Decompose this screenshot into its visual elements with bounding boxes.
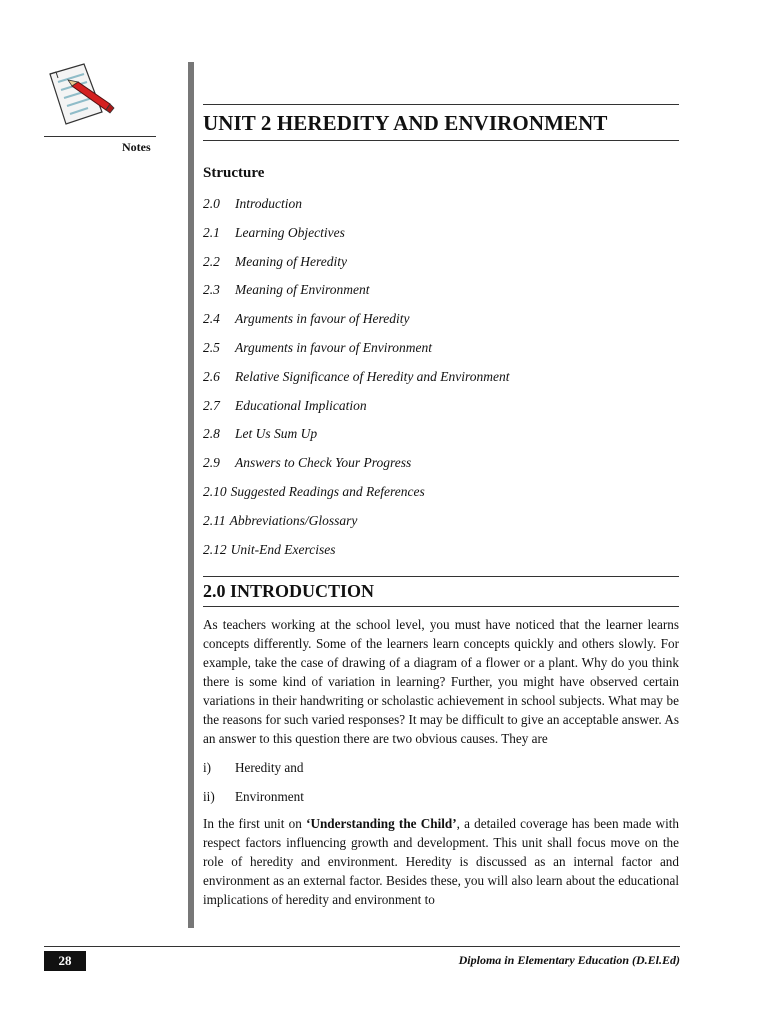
structure-item-label: Educational Implication xyxy=(235,397,367,413)
notes-label: Notes xyxy=(122,140,151,154)
list-item-number: i) xyxy=(203,760,212,776)
structure-item xyxy=(203,536,679,565)
structure-item-label: Relative Significance of Heredity and Environment xyxy=(235,368,510,384)
section-title: 2.0 INTRODUCTION xyxy=(203,581,375,602)
cause-list-item xyxy=(203,787,679,806)
structure-item-label: Suggested Readings and References xyxy=(230,483,425,499)
notes-pencil-icon xyxy=(44,60,116,132)
course-title: Diploma in Elementary Education (D.El.Ed) xyxy=(458,953,680,967)
structure-item xyxy=(203,334,679,363)
structure-item-label: Meaning of Environment xyxy=(235,282,370,298)
structure-item xyxy=(203,392,679,421)
structure-item-number: 2.5 xyxy=(203,339,220,355)
section-top-rule xyxy=(203,576,679,577)
para2-bold-reference: ‘Understanding the Child’ xyxy=(306,816,457,832)
structure-item-label: Arguments in favour of Heredity xyxy=(235,311,410,327)
structure-item-number: 2.3 xyxy=(203,282,220,298)
structure-item-label: Arguments in favour of Environment xyxy=(235,339,432,355)
page-content xyxy=(203,104,679,909)
structure-item-number: 2.4 xyxy=(203,311,220,327)
unit-title: UNIT 2 HEREDITY AND ENVIRONMENT xyxy=(203,111,608,135)
structure-item-label: Abbreviations/Glossary xyxy=(229,512,358,528)
structure-item-number: 2.1 xyxy=(203,224,220,240)
footer-rule xyxy=(44,946,680,947)
para2-text-start: In the first unit on xyxy=(203,816,307,832)
structure-item xyxy=(203,507,679,536)
structure-item-label: Let Us Sum Up xyxy=(235,426,318,442)
structure-item-number: 2.8 xyxy=(203,426,220,442)
margin-divider xyxy=(188,62,194,928)
cause-list-item xyxy=(203,758,679,777)
list-item-label: Environment xyxy=(235,789,304,805)
structure-list xyxy=(203,190,679,564)
structure-item-number: 2.12 xyxy=(203,541,227,557)
structure-item-number: 2.2 xyxy=(203,253,220,269)
structure-item-label: Learning Objectives xyxy=(235,224,345,240)
structure-item-label: Introduction xyxy=(235,196,302,211)
structure-item-number: 2.9 xyxy=(203,455,220,471)
structure-heading: Structure xyxy=(203,165,265,181)
structure-item-number: 2.6 xyxy=(203,368,220,384)
structure-item-label: Answers to Check Your Progress xyxy=(235,455,412,471)
structure-item xyxy=(203,305,679,334)
structure-item xyxy=(203,449,679,478)
structure-item xyxy=(203,363,679,392)
structure-item xyxy=(203,219,679,248)
intro-paragraph-2 xyxy=(203,814,679,909)
structure-item xyxy=(203,190,679,219)
structure-item xyxy=(203,478,679,507)
structure-item-label: Meaning of Heredity xyxy=(235,253,347,269)
structure-item xyxy=(203,248,679,277)
structure-item-number: 2.10 xyxy=(203,483,227,499)
structure-item-number: 2.11 xyxy=(203,512,226,528)
list-item-number: ii) xyxy=(203,789,215,805)
structure-item-number: 2.7 xyxy=(203,397,220,413)
structure-item-label: Unit-End Exercises xyxy=(230,541,336,557)
notes-margin xyxy=(0,0,190,940)
introduction-section xyxy=(203,576,679,909)
title-bottom-rule xyxy=(203,140,679,141)
para2-text-end: , a detailed coverage has been made with respect factors influencing growth and development. This unit shall focus move on the role of heredity and environment. Heredity is discussed as an internal factor and environment as an external factor. Besides these, you will also learn about the educational implications of heredity and environment to xyxy=(203,816,679,908)
section-bottom-rule xyxy=(203,606,679,607)
structure-item xyxy=(203,420,679,449)
title-top-rule xyxy=(203,104,679,105)
structure-item xyxy=(203,276,679,305)
notes-underline xyxy=(44,136,156,137)
page-number: 28 xyxy=(44,951,86,971)
intro-paragraph-1: As teachers working at the school level, you must have noticed that the learner learns concepts differently. Some of the learners learn concepts quickly and others slowly. For example, take the case of drawing of a diagram of a flower or a plant. Why do you think there is some kind of variation in learning? Further, you might have observed certain variations in their handwriting or scholastic achievement in school subjects. What may be the reasons for such varied responses? It may be difficult to give an acceptable answer. As an answer to this question there are two obvious causes. They are xyxy=(203,617,679,747)
list-item-label: Heredity and xyxy=(235,760,304,776)
structure-item-number: 2.0 xyxy=(203,196,220,211)
